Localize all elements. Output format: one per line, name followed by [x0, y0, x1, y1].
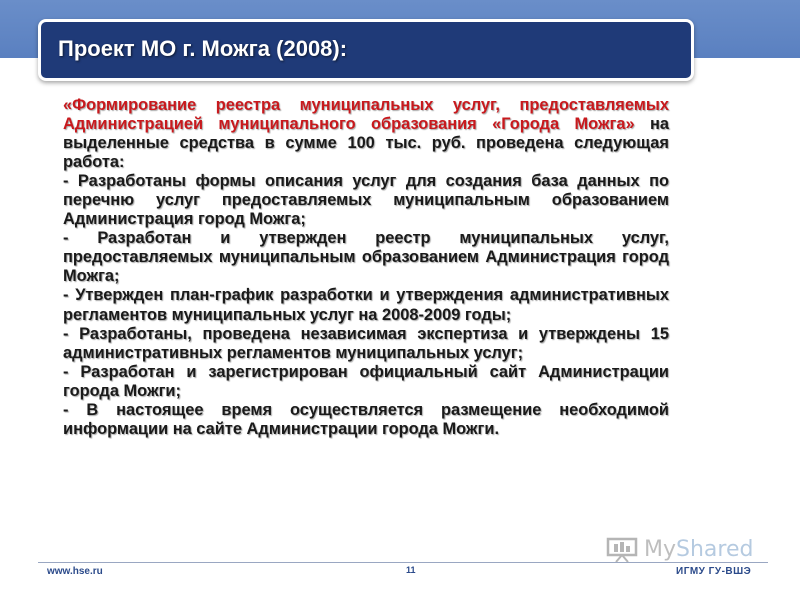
- list-item: - Разработан и утвержден реестр муниципальных услуг, предоставляемых муниципальным образованием Администрация город Можга;: [63, 229, 669, 286]
- watermark-text: MyShared: [644, 537, 754, 562]
- slide-body: [63, 96, 669, 439]
- footer-website[interactable]: www.hse.ru: [47, 566, 103, 577]
- title-banner: [38, 19, 694, 81]
- intro-text: на выделенные средства в сумме 100 тыс. руб. проведена следующая работа:: [63, 115, 670, 172]
- footer-divider: [38, 562, 768, 563]
- page-number: 11: [406, 565, 416, 575]
- presentation-board-icon: [606, 537, 638, 563]
- list-item: - Разработаны формы описания услуг для создания база данных по перечню услуг предоставляемых муниципальным образованием Администрация город Можга;: [63, 172, 669, 229]
- slide-title: Проект МО г. Можга (2008):: [58, 36, 348, 61]
- myshared-watermark: [606, 535, 766, 565]
- intro-paragraph: [63, 96, 669, 172]
- list-item: - В настоящее время осуществляется размещение необходимой информации на сайте Администрации города Можги.: [63, 400, 669, 438]
- footer-organization: ИГМУ ГУ-ВШЭ: [676, 566, 752, 577]
- list-item: - Разработан и зарегистрирован официальный сайт Администрации города Можги;: [63, 362, 669, 400]
- intro-highlight: «Формирование реестра муниципальных услуг, предоставляемых Администрацией муниципального образования «Города Можга»: [63, 96, 669, 134]
- list-item: - Разработаны, проведена независимая экспертиза и утверждены 15 административных регламентов муниципальных услуг;: [63, 324, 669, 362]
- list-item: - Утвержден план-график разработки и утверждения административных регламентов муниципальных услуг на 2008-2009 годы;: [63, 286, 669, 324]
